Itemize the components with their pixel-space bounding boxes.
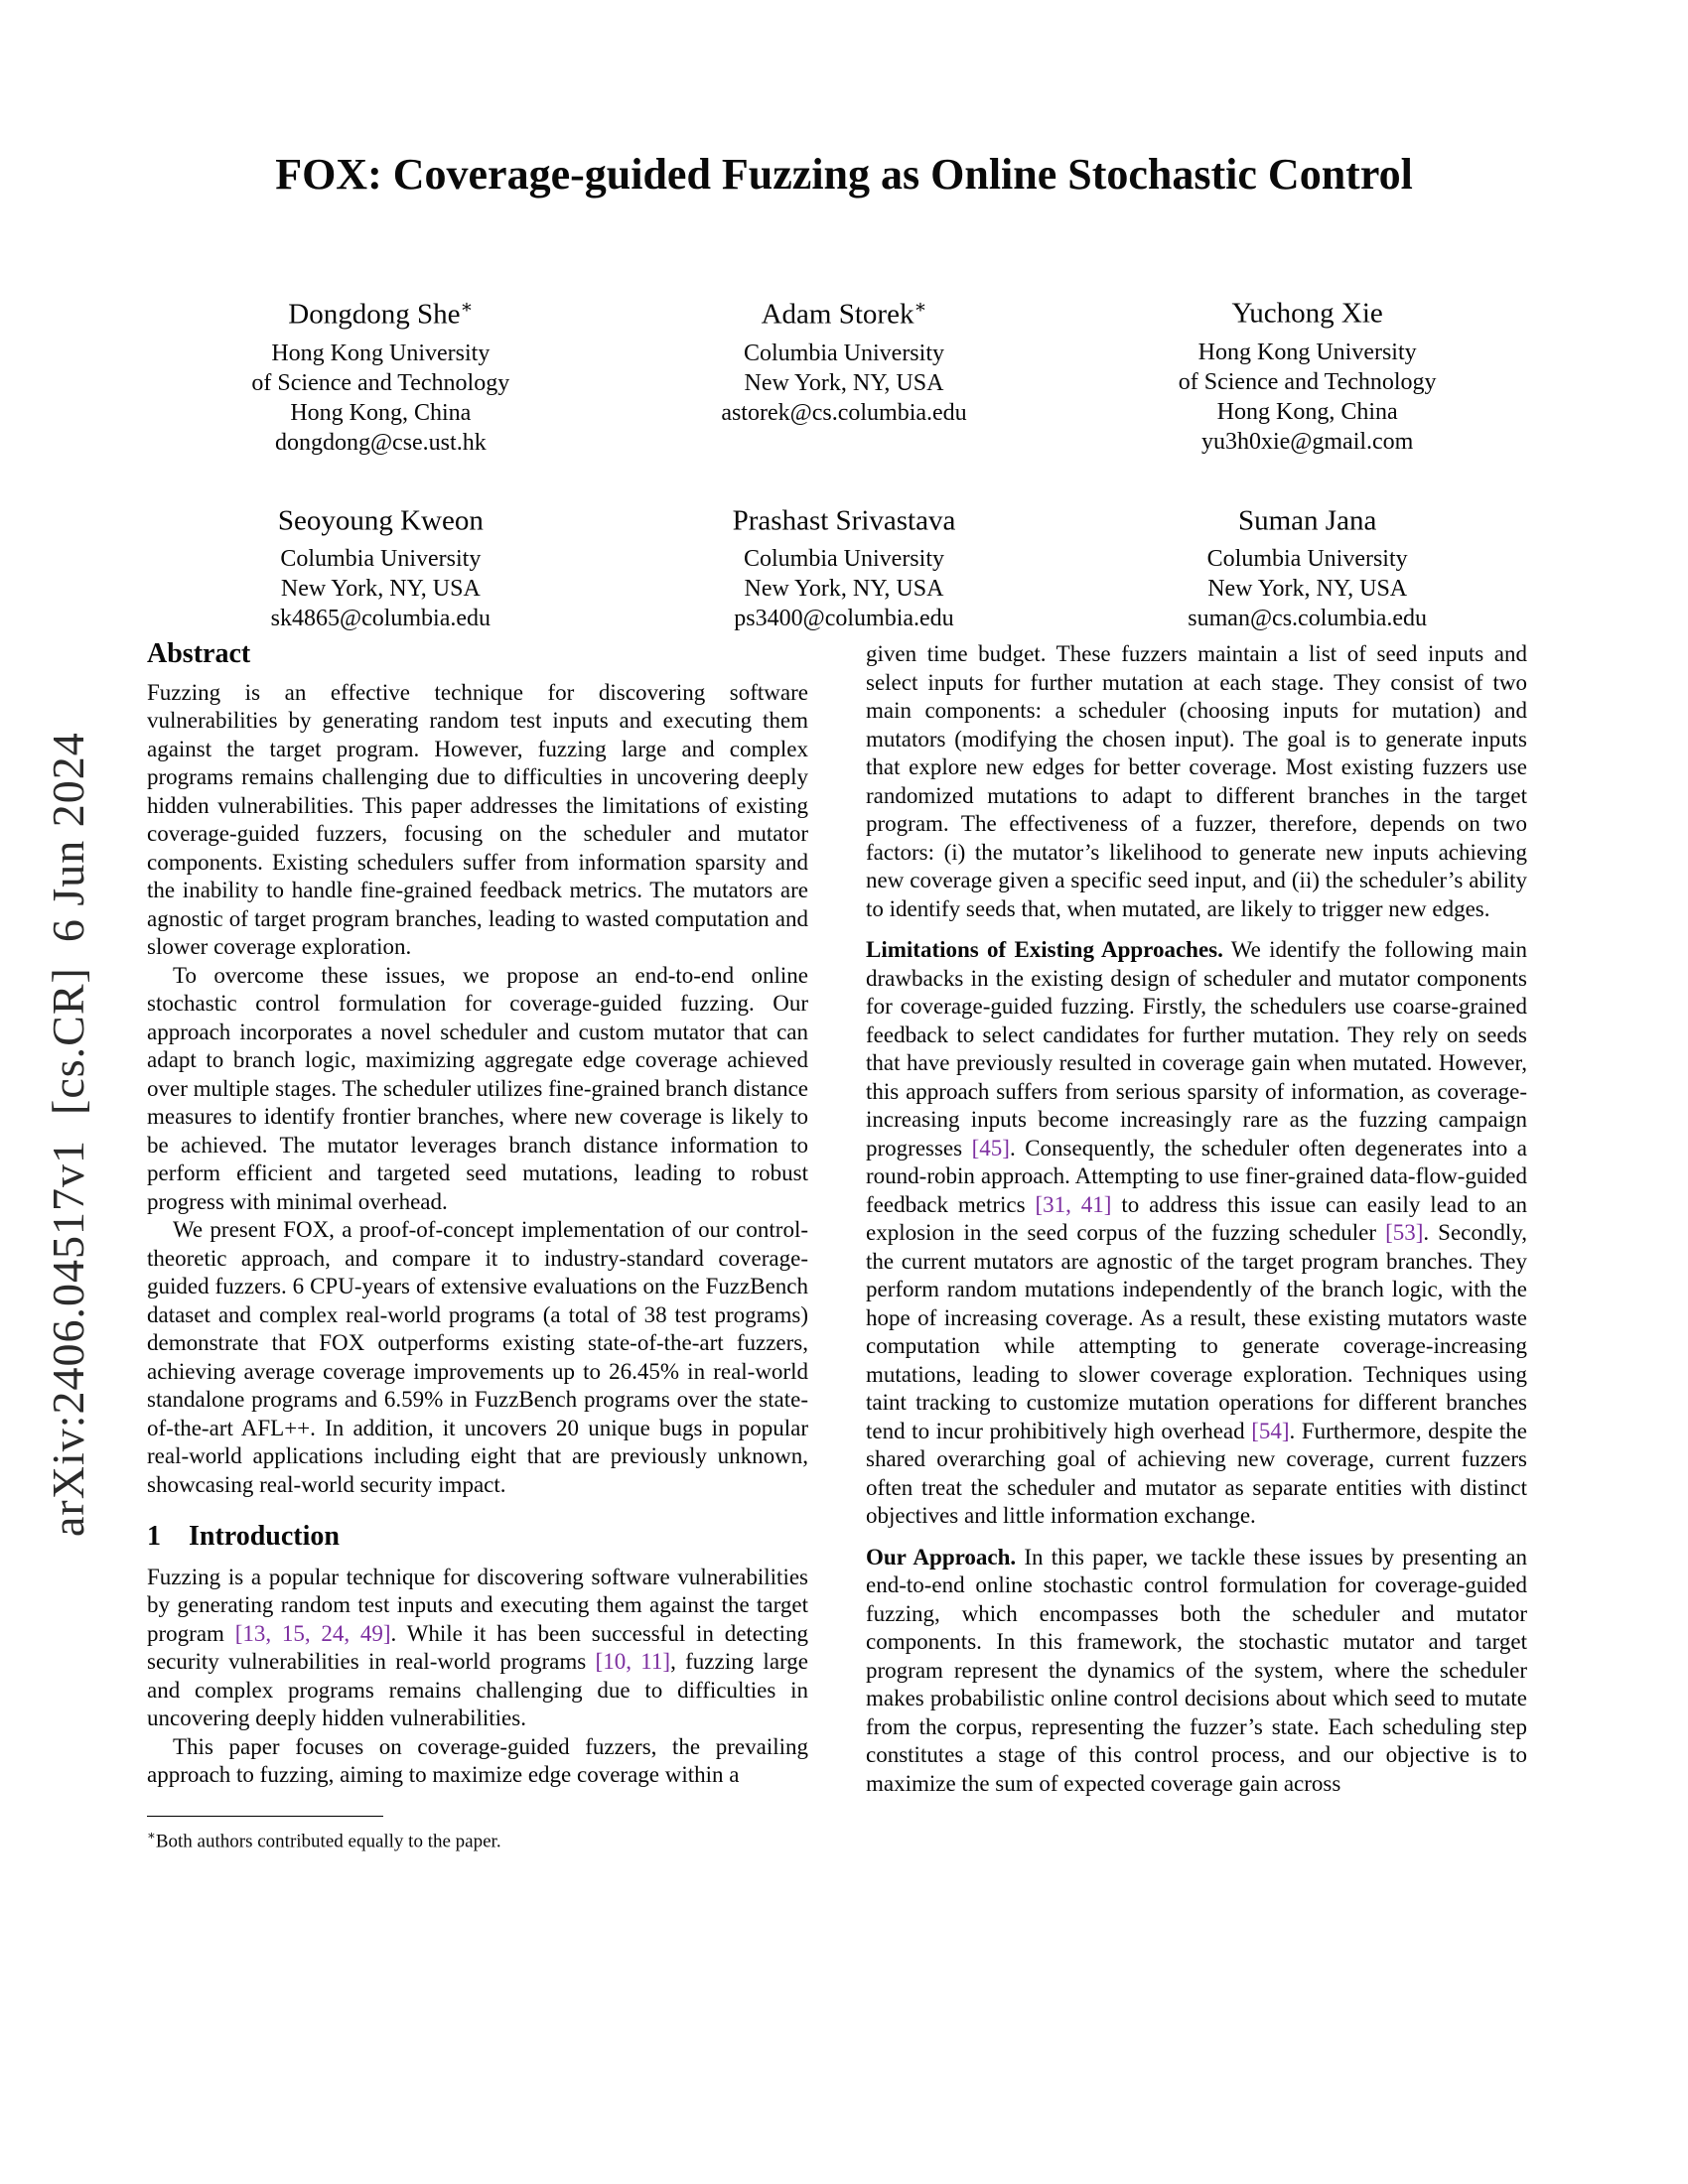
author-affiliation-line: ps3400@columbia.edu (734, 606, 954, 632)
author-affiliation-line: sk4865@columbia.edu (270, 606, 492, 632)
section-heading (147, 1523, 808, 1552)
section-title: Introduction (189, 1521, 340, 1552)
text-segment: . While it has been successful in detecting security vulnerabilities in real-world programs (147, 1620, 808, 1674)
author-block (149, 503, 613, 634)
author-lines (1075, 338, 1539, 457)
right-column (866, 640, 1527, 1798)
text-segment: , fuzzing large and complex programs remains challenging due to difficulties in uncovering deeply hidden vulnerabilities. (147, 1649, 808, 1730)
text-segment: We present FOX, a proof-of-concept implementation of our control-theoretic approach, and compare it to industry-standard coverage-guided fuzzers. 6 CPU-years of extensive evaluations on the FuzzBench dataset and complex real-world programs (a total of 38 test programs) demonstrate that FOX outperforms existing state-of-the-art fuzzers, achieving average coverage improvements up to 26.45% in real-world standalone programs and 6.59% in FuzzBench programs over the state-of-the-art AFL++. In addition, it uncovers 20 unique bugs in popular real-world applications including eight that are previously unknown, showcasing real-world security impact. (147, 1217, 808, 1497)
run-in-heading: Limitations of Existing Approaches. (866, 937, 1223, 962)
author-name-text: Yuchong Xie (1231, 297, 1383, 330)
author-name-text: Prashast Srivastava (732, 504, 956, 537)
footnote-text: Both authors contributed equally to the paper. (155, 1830, 501, 1851)
body-paragraph (866, 1544, 1527, 1799)
body-paragraph (866, 936, 1527, 1531)
author-block (149, 296, 613, 458)
author-name-text: Adam Storek (761, 298, 914, 331)
author-lines (1075, 544, 1539, 633)
author-affiliation-line: Hong Kong University (271, 340, 491, 366)
author-affiliation-line: of Science and Technology (1178, 368, 1437, 395)
author-block (613, 503, 1076, 634)
author-marker: ∗ (460, 297, 474, 318)
author-affiliation-line: New York, NY, USA (1207, 576, 1408, 603)
text-segment: In this paper, we tackle these issues by presenting an end-to-end online stochastic control formulation for coverage-guided fuzzing, which encompasses both the scheduler and mutator components. In this framework, the stochastic mutator and target program represent the dynamics of the system, where the scheduler makes probabilistic online control decisions about which seed to mutate from the corpus, representing the fuzzer’s state. Each scheduling step constitutes a stage of this control process, and our objective is to maximize the sum of expected coverage gain across (866, 1544, 1527, 1796)
author-name-text: Suman Jana (1237, 504, 1377, 537)
author-affiliation-line: Columbia University (280, 546, 482, 573)
author-affiliation-line: Hong Kong, China (1216, 398, 1398, 425)
author-affiliation-line: dongdong@cse.ust.hk (274, 429, 487, 456)
citation[interactable]: [45] (971, 1135, 1010, 1160)
author-affiliation-line: Hong Kong University (1197, 339, 1417, 365)
run-in-heading: Our Approach. (866, 1544, 1017, 1570)
citation[interactable]: [13, 15, 24, 49] (234, 1620, 391, 1646)
abstract-paragraph (147, 962, 808, 1217)
footnote (147, 1824, 808, 1852)
section-number: 1 (147, 1521, 161, 1552)
author-affiliation-line: yu3h0xie@gmail.com (1200, 428, 1414, 455)
text-segment: . Secondly, the current mutators are agnostic of the target program branches. They perform random mutations independently of the branch logic, with the hope of increasing coverage. As a result, these existing mutators waste computation while attempting to generate coverage-increasing mutations, leading to slower coverage exploration. Techniques using taint tracking to customize mutation operations for different branches tend to incur prohibitively high overhead (866, 1220, 1528, 1443)
intro-paragraph (147, 1733, 808, 1790)
author-affiliation-line: astorek@cs.columbia.edu (721, 399, 967, 426)
author-name (149, 296, 613, 332)
text-segment: To overcome these issues, we propose an end-to-end online stochastic control formulation for coverage-guided fuzzing. Our approach incorporates a novel scheduler and custom mutator that can adapt to branch logic, maximizing aggregate edge coverage achieved over multiple stages. The scheduler utilizes fine-grained branch distance measures to identify frontier branches, where new coverage is likely to be achieved. The mutator leverages branch distance information to perform efficient and targeted seed mutations, leading to robust progress with minimal overhead. (147, 962, 808, 1214)
author-name-text: Dongdong She (288, 298, 461, 331)
author-marker: ∗ (914, 297, 927, 318)
citation[interactable]: [54] (1251, 1418, 1290, 1443)
arxiv-watermark: arXiv:2406.04517v1 [cs.CR] 6 Jun 2024 (43, 732, 93, 1537)
body-paragraph (866, 640, 1527, 923)
text-segment: We identify the following main drawbacks in the existing design of scheduler and mutator components for coverage-guided fuzzing. Firstly, the schedulers use coarse-grained feedback to select candidates for further mutation. They rely on seeds that have previously resulted in coverage gain when mutated. However, this approach suffers from serious sparsity of information, as coverage-increasing inputs become increasingly rare as the fuzzing campaign progresses (866, 937, 1527, 1160)
author-grid (149, 296, 1539, 633)
author-block (613, 296, 1076, 458)
left-column (147, 640, 808, 1852)
footnote-rule (147, 1816, 383, 1817)
author-affiliation-line: suman@cs.columbia.edu (1188, 606, 1428, 632)
text-segment: . Consequently, the scheduler often degenerates into a round-robin approach. Attempting to use finer-grained data-flow-guided feedback metrics (866, 1135, 1528, 1217)
author-block (1075, 503, 1539, 634)
author-affiliation-line: New York, NY, USA (744, 576, 944, 603)
author-name (613, 296, 1076, 332)
text-segment: given time budget. These fuzzers maintain a list of seed inputs and select inputs for further mutation at each stage. They consist of two main components: a scheduler (choosing inputs for mutation) and mutators (modifying the chosen input). The goal is to generate inputs that explore new edges for better coverage. Most existing fuzzers use randomized mutations to adapt to different branches in the target program. The effectiveness of a fuzzer, therefore, depends on two factors: (i) the mutator’s likelihood to generate new inputs achieving new coverage given a specific seed input, and (ii) the scheduler’s ability to identify seeds that, when mutated, are likely to trigger new edges. (866, 641, 1527, 921)
abstract-paragraph (147, 679, 808, 962)
citation[interactable]: [31, 41] (1035, 1191, 1112, 1217)
author-affiliation-line: New York, NY, USA (280, 576, 481, 603)
author-name (149, 503, 613, 538)
author-name-text: Seoyoung Kweon (277, 504, 484, 537)
author-affiliation-line: of Science and Technology (251, 369, 510, 396)
author-lines (613, 544, 1076, 633)
intro-paragraph (147, 1564, 808, 1733)
text-segment: This paper focuses on coverage-guided fuzzers, the prevailing approach to fuzzing, aiming to maximize edge coverage within a (147, 1733, 808, 1787)
footnote-marker: ∗ (147, 1827, 156, 1843)
abstract-heading: Abstract (147, 638, 251, 669)
author-name (613, 503, 1076, 538)
author-name (1075, 296, 1539, 331)
author-affiliation-line: Columbia University (1206, 546, 1408, 573)
citation[interactable]: [53] (1385, 1220, 1424, 1245)
author-lines (149, 544, 613, 633)
citation[interactable]: [10, 11] (595, 1649, 671, 1674)
author-name (1075, 503, 1539, 538)
author-affiliation-line: Hong Kong, China (290, 399, 472, 426)
author-lines (613, 339, 1076, 428)
author-affiliation-line: New York, NY, USA (744, 369, 944, 396)
text-segment: . Furthermore, despite the shared overarching goal of achieving new coverage, current fuzzers often treat the scheduler and mutator as separate entities with distinct objectives and little information exchange. (866, 1418, 1527, 1528)
paper-title: FOX: Coverage-guided Fuzzing as Online Stochastic Control (275, 150, 1413, 199)
author-affiliation-line: Columbia University (744, 340, 944, 366)
author-lines (149, 339, 613, 458)
text-segment: Fuzzing is a popular technique for discovering software vulnerabilities by generating random test inputs and executing them against the target program (147, 1564, 808, 1646)
author-affiliation-line: Columbia University (744, 546, 944, 573)
abstract-paragraph (147, 1216, 808, 1499)
author-block (1075, 296, 1539, 458)
text-segment: Fuzzing is an effective technique for discovering software vulnerabilities by generating random test inputs and executing them against the target program. However, fuzzing large and complex programs remains challenging due to difficulties in uncovering deeply hidden vulnerabilities. This paper addresses the limitations of existing coverage-guided fuzzers, focusing on the scheduler and mutator components. Existing schedulers suffer from information sparsity and the inability to handle fine-grained feedback metrics. The mutators are agnostic of target program branches, leading to wasted computation and slower coverage exploration. (147, 679, 808, 959)
text-segment: to address this issue can easily lead to an explosion in the seed corpus of the fuzzing scheduler (866, 1191, 1527, 1245)
